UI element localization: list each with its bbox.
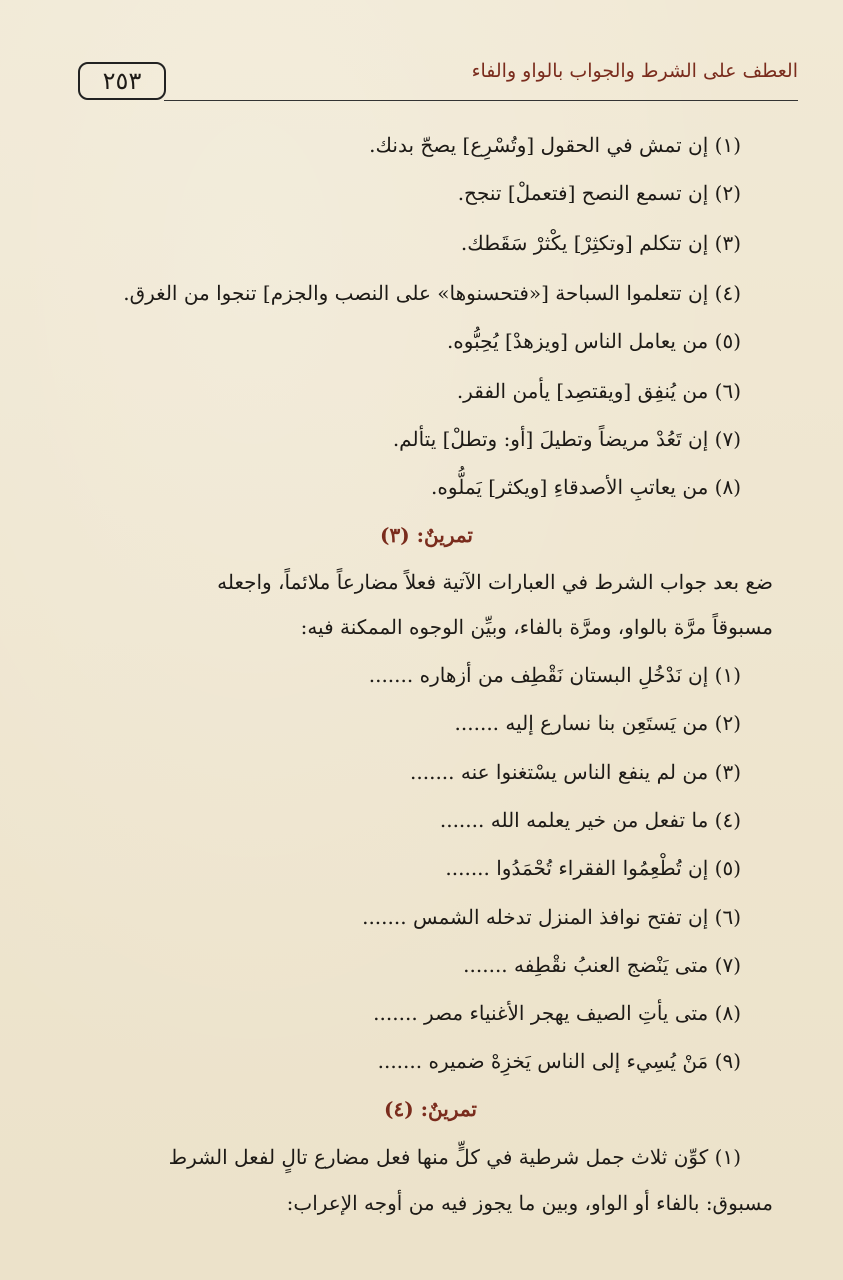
example-item-8: (٨) من يعاتبِ الأصدقاءِ [ويكثر] يَملُّوه. xyxy=(431,475,741,499)
exercise-4-line-2: مسبوق: بالفاء أو الواو، وبين ما يجوز فيه من أوجه الإعراب: xyxy=(286,1191,773,1215)
example-item-4: (٤) إن تتعلموا السباحة [«فتحسنوها» على النصب والجزم] تنجوا من الغرق. xyxy=(123,281,741,305)
running-title: العطف على الشرط والجواب بالواو والفاء xyxy=(471,60,798,82)
example-item-1: (١) إن تمش في الحقول [وتُسْرِع] يصحّ بدنك. xyxy=(369,133,741,157)
exercise-3-item-5: (٥) إن تُطْعِمُوا الفقراء تُحْمَدُوا ....... xyxy=(445,856,741,880)
exercise-3-item-2: (٢) من يَستَعِن بنا نسارع إليه ....... xyxy=(454,711,741,735)
example-item-3: (٣) إن تتكلم [وتكثِرْ] يكْثرْ سَقَطك. xyxy=(460,231,741,255)
exercise-3-item-7: (٧) متى يَنْضج العنبُ نقْطِفه ....... xyxy=(463,953,741,977)
exercise-3-title: تمرينٌ: (٣) xyxy=(380,523,473,547)
exercise-3-instruction-line-2: مسبوقاً مرَّة بالواو، ومرَّة بالفاء، وبيِّن الوجوه الممكنة فيه: xyxy=(300,615,773,639)
exercise-3-item-3: (٣) من لم ينفع الناس يسْتغنوا عنه ....... xyxy=(410,760,741,784)
exercise-3-item-4: (٤) ما تفعل من خير يعلمه الله ....... xyxy=(439,808,741,832)
exercise-3-item-6: (٦) إن تفتح نوافذ المنزل تدخله الشمس ....... xyxy=(362,905,741,929)
exercise-3-instruction-line-1: ضع بعد جواب الشرط في العبارات الآتية فعلاً مضارعاً ملائماً، واجعله xyxy=(217,570,773,594)
exercise-3-item-8: (٨) متى يأتِ الصيف يهجر الأغنياء مصر ....... xyxy=(373,1001,741,1025)
exercise-3-item-1: (١) إن نَدْخُلِ البستان نَقْطِف من أزهاره ....... xyxy=(368,663,741,687)
exercise-4-title: تمرينٌ: (٤) xyxy=(384,1097,477,1121)
exercise-4-line-1: (١) كوِّن ثلاث جمل شرطية في كلٍّ منها فعل مضارع تالٍ لفعل الشرط xyxy=(168,1145,741,1169)
example-item-2: (٢) إن تسمع النصح [فتعملْ] تنجح. xyxy=(457,181,741,205)
example-item-6: (٦) من يُنفِق [ويقتصِد] يأمن الفقر. xyxy=(456,379,741,403)
page-number: ٢٥٣ xyxy=(78,62,166,100)
header-rule xyxy=(164,100,798,101)
example-item-5: (٥) من يعامل الناس [ويزهدْ] يُحِبُّوه. xyxy=(446,329,741,353)
page-header xyxy=(78,62,798,106)
example-item-7: (٧) إن تَعُدْ مريضاً وتطيلَ [أو: وتطلْ] يتألم. xyxy=(392,427,741,451)
exercise-3-item-9: (٩) مَنْ يُسِيء إلى الناس يَخزِهْ ضميره ....... xyxy=(377,1049,741,1073)
